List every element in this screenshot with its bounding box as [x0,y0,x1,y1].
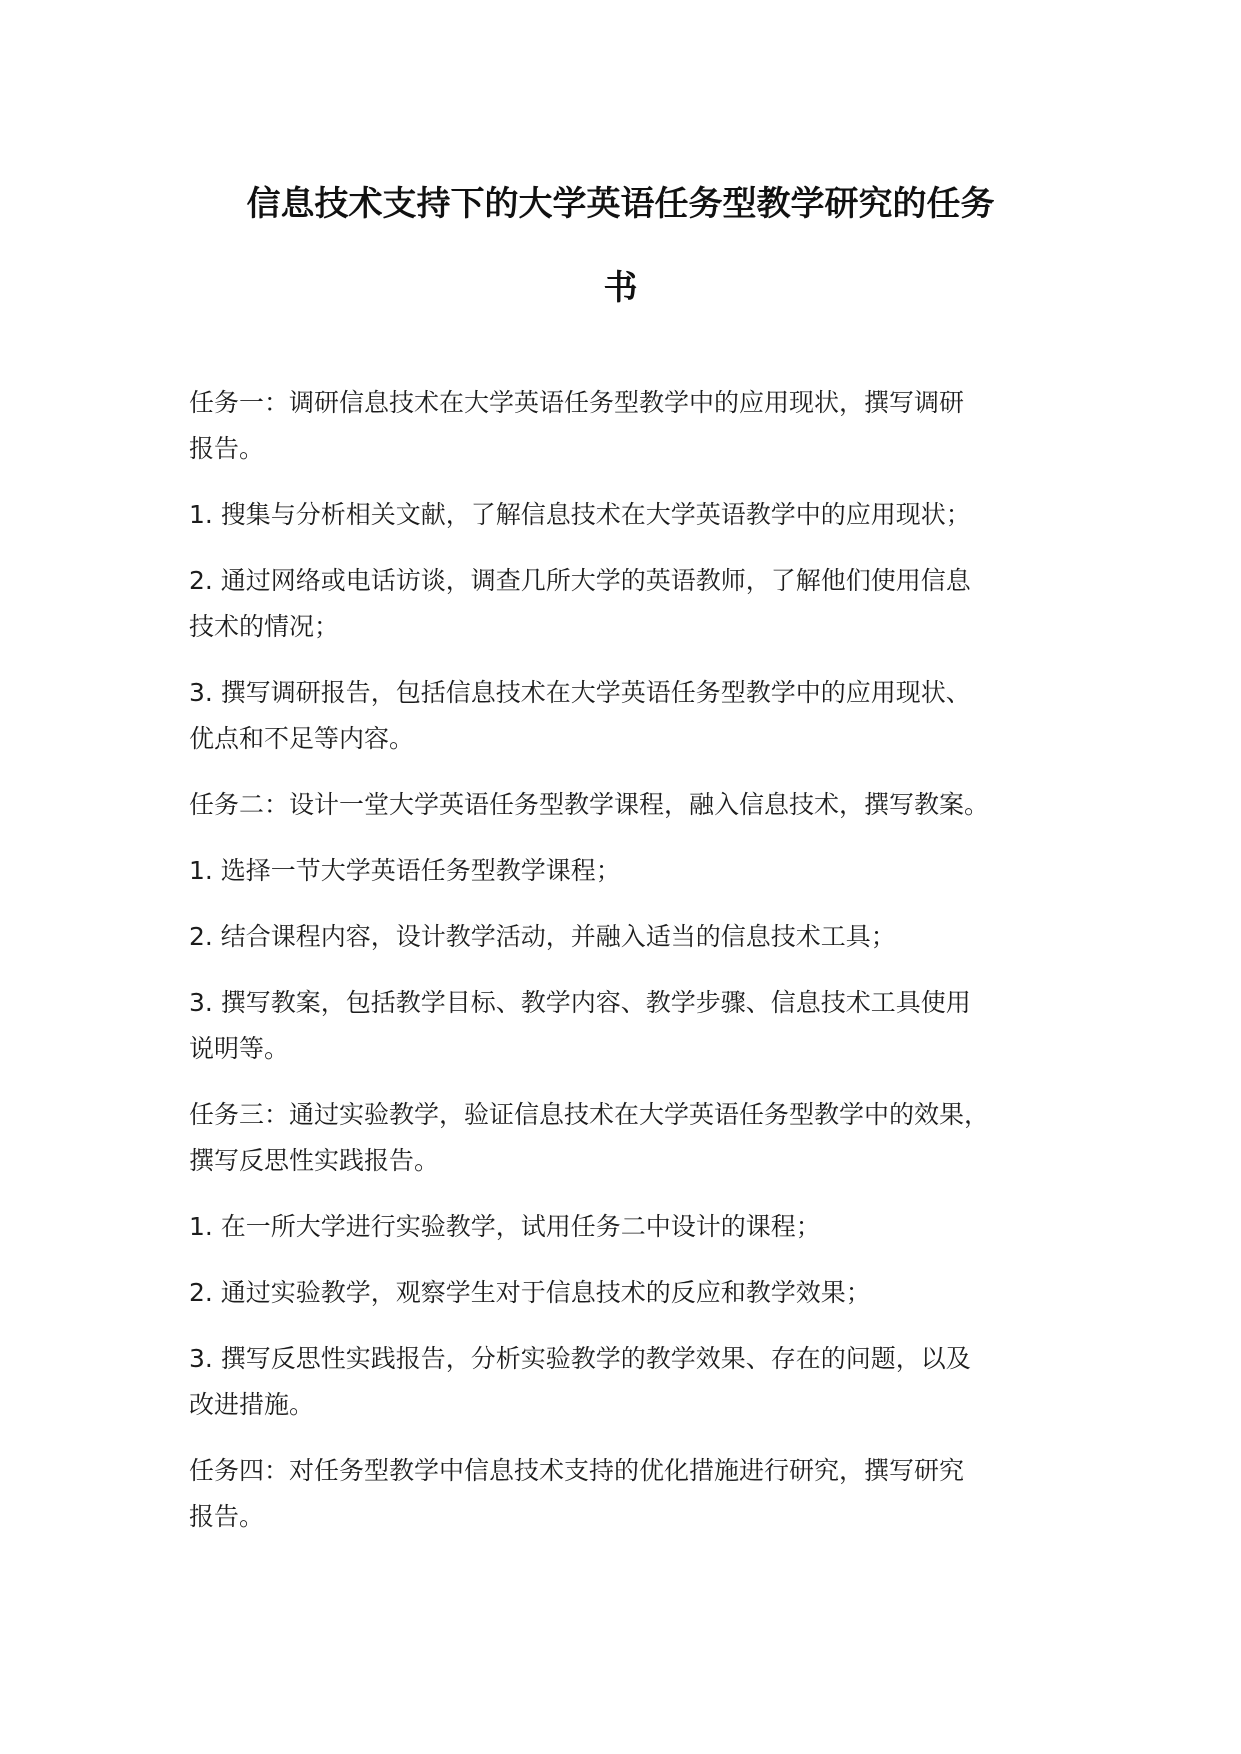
task-2-heading [189,782,1089,828]
paragraph-line: 优点和不足等内容。 [189,724,415,753]
task-3-heading [189,1092,1089,1184]
paragraph-line: 1. 选择一节大学英语任务型教学课程； [189,856,621,885]
task-1-step-2 [189,558,1089,650]
document-body [189,380,1089,1560]
task-4-heading [189,1448,1089,1540]
paragraph-line: 2. 通过实验教学，观察学生对于信息技术的反应和教学效果； [189,1278,871,1307]
paragraph-line: 撰写反思性实践报告。 [189,1146,440,1175]
paragraph-line: 3. 撰写教案，包括教学目标、教学内容、教学步骤、信息技术工具使用 [189,988,971,1017]
paragraph-line: 任务一：调研信息技术在大学英语任务型教学中的应用现状，撰写调研 [189,388,965,417]
task-1-step-3 [189,670,1089,762]
paragraph-line: 任务二：设计一堂大学英语任务型教学课程，融入信息技术，撰写教案。 [189,790,990,819]
paragraph-line: 改进措施。 [189,1390,315,1419]
paragraph-line: 2. 结合课程内容，设计教学活动，并融入适当的信息技术工具； [189,922,896,951]
paragraph-line: 任务三：通过实验教学，验证信息技术在大学英语任务型教学中的效果， [189,1100,990,1129]
task-1-step-1 [189,492,1089,538]
paragraph-line: 1. 在一所大学进行实验教学，试用任务二中设计的课程； [189,1212,821,1241]
paragraph-line: 技术的情况； [189,612,340,641]
paragraph-line: 2. 通过网络或电话访谈，调查几所大学的英语教师，了解他们使用信息 [189,566,971,595]
paragraph-line: 报告。 [189,434,265,463]
task-3-step-1 [189,1204,1089,1250]
document-title-line-1: 信息技术支持下的大学英语任务型教学研究的任务 [246,184,995,224]
task-3-step-3 [189,1336,1089,1428]
paragraph-line: 3. 撰写调研报告，包括信息技术在大学英语任务型教学中的应用现状、 [189,678,971,707]
paragraph-line: 1. 搜集与分析相关文献，了解信息技术在大学英语教学中的应用现状； [189,500,971,529]
document-title-line-2: 书 [603,268,638,308]
task-2-step-3 [189,980,1089,1072]
paragraph-line: 3. 撰写反思性实践报告，分析实验教学的教学效果、存在的问题，以及 [189,1344,971,1373]
paragraph-line: 任务四：对任务型教学中信息技术支持的优化措施进行研究，撰写研究 [189,1456,965,1485]
paragraph-line: 报告。 [189,1502,265,1531]
task-2-step-2 [189,914,1089,960]
task-3-step-2 [189,1270,1089,1316]
task-2-step-1 [189,848,1089,894]
task-1-heading [189,380,1089,472]
paragraph-line: 说明等。 [189,1034,290,1063]
